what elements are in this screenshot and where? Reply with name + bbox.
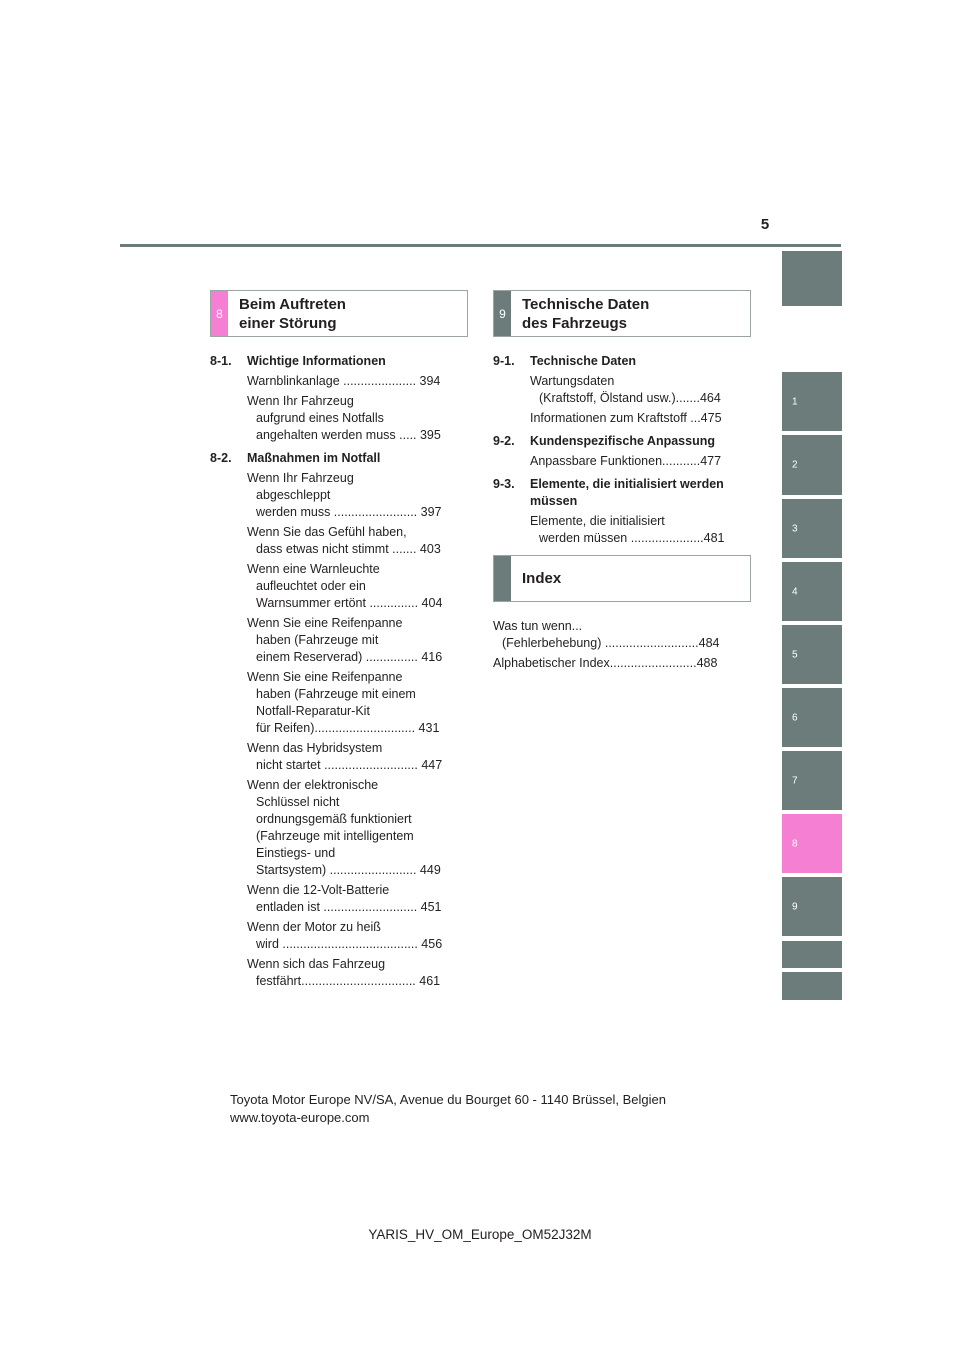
chapter-tab-7[interactable] <box>782 751 842 810</box>
toc-entry[interactable]: Wenn Ihr Fahrzeug abgeschleppt werden muss ........................ 397 <box>247 471 442 519</box>
toc-entry[interactable]: Wenn der Motor zu heiß wird ....................................... 456 <box>247 920 443 951</box>
toc-chapter-8-1[interactable]: 8-1. Wichtige Informationen <box>210 354 386 368</box>
toc-index <box>493 618 751 675</box>
chapter-tab-label: 8 <box>792 838 798 849</box>
toc-chapter-9-1[interactable]: 9-1. Technische Daten <box>493 354 637 368</box>
header-rule <box>120 244 841 247</box>
chapter-tab-6[interactable] <box>782 688 842 747</box>
chapter-tab-label: 4 <box>792 586 798 597</box>
toc-entry[interactable]: Wenn die 12-Volt-Batterie entladen ist ........................... 451 <box>247 883 442 914</box>
toc-entry[interactable]: Wartungsdaten (Kraftstoff, Ölstand usw.).......464 <box>530 374 721 405</box>
toc-entry[interactable]: Informationen zum Kraftstoff ...475 <box>530 411 722 425</box>
chapter-tab-1[interactable] <box>782 372 842 431</box>
toc-chapter-9-3[interactable]: 9-3. Elemente, die initialisiert werden müssen <box>493 477 724 508</box>
section-9-title: Technische Daten des Fahrzeugs <box>522 295 650 332</box>
chapter-tab-label: 6 <box>792 712 798 723</box>
chapter-tab-5[interactable] <box>782 625 842 684</box>
toc-entry[interactable]: Elemente, die initialisiert werden müssen .....................481 <box>530 514 725 545</box>
chapter-tab-8[interactable] <box>782 814 842 873</box>
chapter-tab-label: 3 <box>792 523 798 534</box>
toc-entry[interactable]: Wenn Sie eine Reifenpanne haben (Fahrzeuge mit einem Reserverad) ............... 416 <box>247 616 443 664</box>
toc-entry[interactable]: Alphabetischer Index.........................488 <box>493 656 718 670</box>
toc-chapter-9-2[interactable]: 9-2. Kundenspezifische Anpassung <box>493 434 715 448</box>
chapter-tab-label: 1 <box>792 396 798 407</box>
chapter-tab-4[interactable] <box>782 562 842 621</box>
section-8-heading <box>210 290 468 337</box>
toc-entry[interactable]: Wenn eine Warnleuchte aufleuchtet oder ein Warnsummer ertönt .............. 404 <box>247 562 443 610</box>
toc-section-8 <box>210 353 468 990</box>
toc-entry[interactable]: Wenn Sie das Gefühl haben, dass etwas nicht stimmt ....... 403 <box>247 525 441 556</box>
chapter-tab-blank[interactable] <box>782 251 842 306</box>
page-number: 5 <box>760 216 770 233</box>
toc-entry[interactable]: Warnblinkanlage ..................... 394 <box>247 374 441 388</box>
chapter-tab-2[interactable] <box>782 435 842 495</box>
chapter-tab-3[interactable] <box>782 499 842 558</box>
section-8-title: Beim Auftreten einer Störung <box>239 295 346 332</box>
index-title: Index <box>522 570 562 587</box>
toc-entry[interactable]: Wenn sich das Fahrzeug festfährt................................. 461 <box>247 957 441 988</box>
chapter-tab-9[interactable] <box>782 877 842 936</box>
section-9-heading <box>493 290 751 337</box>
chapter-tab-blank[interactable] <box>782 941 842 968</box>
toc-entry[interactable]: Wenn das Hybridsystem nicht startet ........................... 447 <box>247 741 443 772</box>
toc-entry[interactable]: Wenn Ihr Fahrzeug aufgrund eines Notfalls angehalten werden muss ..... 395 <box>247 394 441 442</box>
chapter-tab-label: 5 <box>792 649 798 660</box>
toc-chapter-8-2[interactable]: 8-2. Maßnahmen im Notfall <box>210 451 381 465</box>
section-8-number: 8 <box>211 291 228 336</box>
toc-entry[interactable]: Was tun wenn... (Fehlerbehebung) ...........................484 <box>493 619 720 650</box>
toc-entry[interactable]: Wenn Sie eine Reifenpanne haben (Fahrzeuge mit einem Notfall-Reparatur-Kit für Reifen)............................. 431 <box>247 670 440 735</box>
toc-entry[interactable]: Anpassbare Funktionen...........477 <box>530 454 722 468</box>
index-bar <box>494 556 511 601</box>
toc-entry[interactable]: Wenn der elektronische Schlüssel nicht ordnungsgemäß funktioniert (Fahrzeuge mit intelligentem Einstiegs- und Startsystem) ......................... 449 <box>247 778 441 877</box>
index-heading <box>493 555 751 602</box>
toc-section-9 <box>493 353 751 547</box>
chapter-tab-label: 7 <box>792 775 798 786</box>
document-id: YARIS_HV_OM_Europe_OM52J32M <box>368 1227 592 1242</box>
chapter-tab-label: 9 <box>792 901 798 912</box>
section-9-number: 9 <box>494 291 511 336</box>
chapter-tab-label: 2 <box>792 459 798 471</box>
publisher-address: Toyota Motor Europe NV/SA, Avenue du Bourget 60 - 1140 Brüssel, Belgien www.toyota-europe.com <box>230 1092 667 1125</box>
chapter-tab-blank[interactable] <box>782 972 842 1000</box>
